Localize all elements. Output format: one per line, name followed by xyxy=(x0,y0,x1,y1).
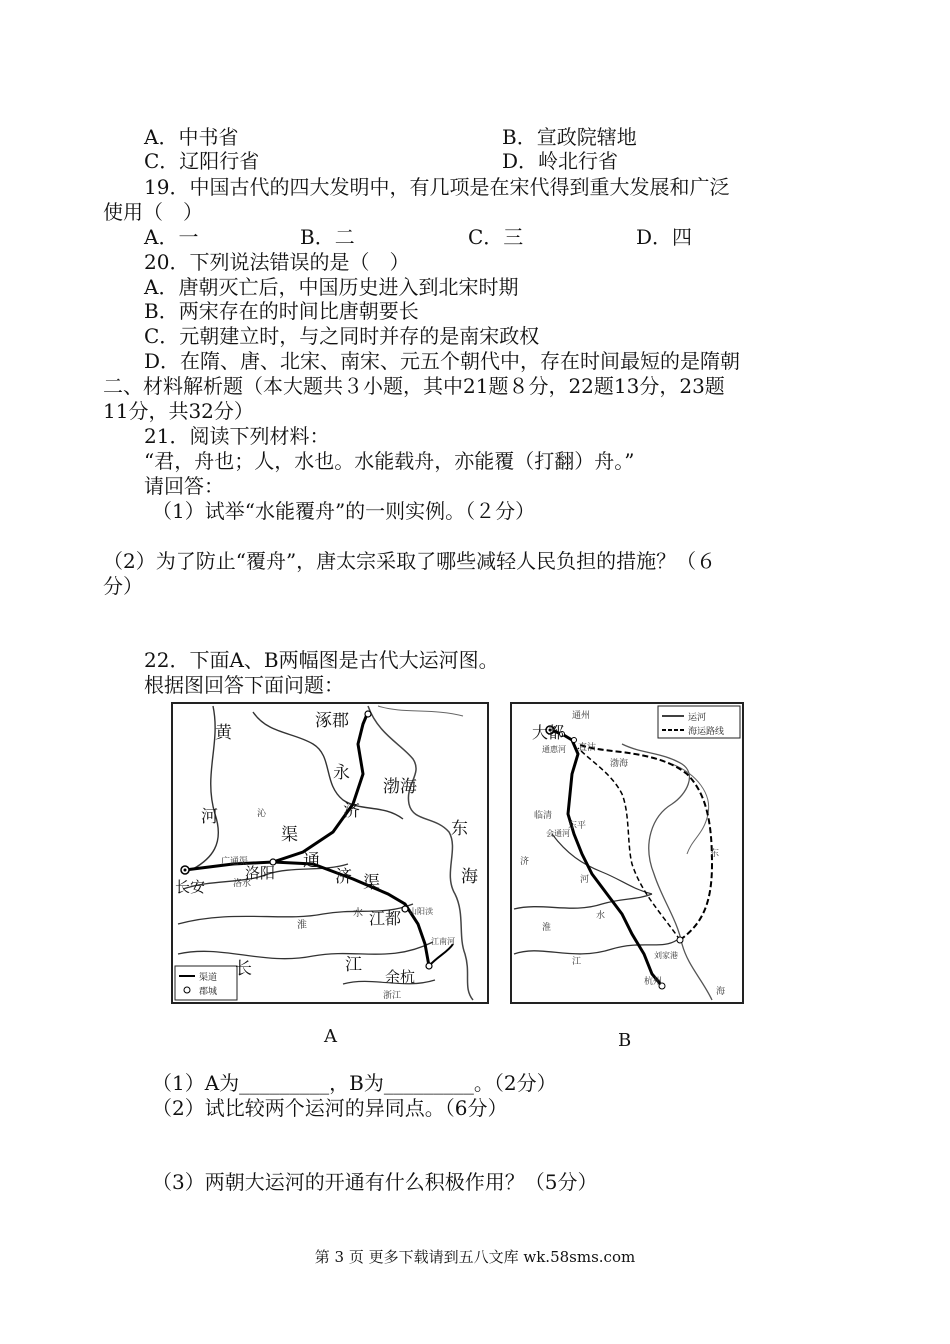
svg-text:运河: 运河 xyxy=(688,713,707,723)
svg-text:江南河: 江南河 xyxy=(431,937,455,946)
svg-text:河: 河 xyxy=(201,807,218,827)
q22-part2: （2）试比较两个运河的异同点。（6分） xyxy=(152,1096,508,1120)
svg-text:渤海: 渤海 xyxy=(383,777,417,797)
q19-stem: 19．中国古代的四大发明中，有几项是在宋代得到重大发展和广泛 xyxy=(144,175,730,199)
section2-heading: 二、材料解析题（本大题共３小题，其中21题８分，22题13分，23题 xyxy=(103,374,725,398)
page-footer: 第 3 页 更多下载请到五八文库 wk.58sms.com xyxy=(314,1248,636,1266)
q21-ask: 请回答： xyxy=(144,474,224,498)
svg-text:浙江: 浙江 xyxy=(383,991,402,1001)
q21-quote: “君，舟也；人，水也。水能载舟，亦能覆（打翻）舟。” xyxy=(144,449,635,473)
svg-text:海运路线: 海运路线 xyxy=(688,727,725,737)
svg-text:淮: 淮 xyxy=(542,923,552,933)
svg-text:临清: 临清 xyxy=(534,811,553,821)
svg-text:涿郡: 涿郡 xyxy=(315,711,349,731)
map-a-drawing xyxy=(173,704,487,1002)
svg-text:长安: 长安 xyxy=(175,878,206,896)
svg-text:江: 江 xyxy=(572,957,582,967)
q22-ask: 根据图回答下面问题： xyxy=(144,673,344,697)
q22-stem: 22．下面A、B两幅图是古代大运河图。 xyxy=(144,648,499,672)
q19-option-b: B．二 xyxy=(300,225,355,249)
svg-text:永: 永 xyxy=(333,763,350,783)
q18-option-b: B．宣政院辖地 xyxy=(502,125,637,149)
svg-text:杭州: 杭州 xyxy=(644,977,663,987)
svg-text:通: 通 xyxy=(303,851,320,871)
svg-text:水: 水 xyxy=(353,908,363,919)
svg-text:余杭: 余杭 xyxy=(385,968,416,986)
q19-option-a: A．一 xyxy=(144,225,199,249)
q21-stem: 21．阅读下列材料： xyxy=(144,424,330,448)
svg-text:渠道: 渠道 xyxy=(199,973,218,983)
svg-text:东平: 东平 xyxy=(568,821,587,831)
svg-text:洛阳: 洛阳 xyxy=(245,864,276,882)
q20-option-d: D．在隋、唐、北宋、南宋、元五个朝代中，存在时间最短的是隋朝 xyxy=(144,349,741,373)
q18-option-c: C．辽阳行省 xyxy=(144,149,260,173)
map-a-caption: A xyxy=(324,1026,337,1047)
svg-text:通惠河: 通惠河 xyxy=(542,745,566,754)
svg-text:渠: 渠 xyxy=(363,873,380,893)
svg-text:刘家港: 刘家港 xyxy=(654,951,678,960)
q22-part3: （3）两朝大运河的开通有什么积极作用？（5分） xyxy=(152,1170,598,1194)
q18-option-a: A．中书省 xyxy=(144,125,239,149)
svg-text:江都: 江都 xyxy=(369,909,402,928)
grand-canal-map-a xyxy=(171,702,489,1004)
svg-text:广通渠: 广通渠 xyxy=(221,857,249,867)
svg-text:直沽: 直沽 xyxy=(578,743,597,753)
q21-part2-cont: 分） xyxy=(103,574,143,598)
svg-text:江: 江 xyxy=(345,955,362,975)
svg-text:东: 东 xyxy=(451,819,468,839)
map-b-caption: B xyxy=(618,1030,632,1051)
svg-text:会通河: 会通河 xyxy=(546,829,570,838)
q21-part1: （1）试举“水能覆舟”的一则实例。（２分） xyxy=(152,499,536,523)
q19-option-c: C．三 xyxy=(468,225,524,249)
q22-part1: （1）A为_________，B为_________。（2分） xyxy=(152,1071,557,1095)
svg-text:济: 济 xyxy=(335,867,352,887)
map-b-drawing xyxy=(512,704,742,1002)
grand-canal-map-b xyxy=(510,702,744,1004)
svg-text:淮: 淮 xyxy=(297,920,307,931)
q20-option-c: C．元朝建立时，与之同时并存的是南宋政权 xyxy=(144,324,540,348)
svg-text:郡城: 郡城 xyxy=(199,987,218,997)
section2-heading-cont: 11分，共32分） xyxy=(103,399,254,423)
svg-text:渤海: 渤海 xyxy=(610,759,629,769)
q18-option-d: D．岭北行省 xyxy=(502,149,619,173)
q20-option-a: A．唐朝灭亡后，中国历史进入到北宋时期 xyxy=(144,275,519,299)
svg-text:洛水: 洛水 xyxy=(233,879,252,889)
svg-text:河: 河 xyxy=(580,875,590,885)
svg-text:长: 长 xyxy=(235,959,252,979)
svg-text:东: 东 xyxy=(710,849,720,859)
svg-text:渠: 渠 xyxy=(281,825,298,845)
svg-text:沁: 沁 xyxy=(257,809,267,819)
svg-text:济: 济 xyxy=(520,857,530,867)
svg-text:大都: 大都 xyxy=(532,723,565,742)
svg-text:海: 海 xyxy=(716,987,726,997)
q19-stem-cont: 使用（ ） xyxy=(103,200,203,224)
svg-text:济: 济 xyxy=(343,801,360,821)
q21-part2: （2）为了防止“覆舟”，唐太宗采取了哪些减轻人民负担的措施？（６ xyxy=(103,549,717,573)
svg-text:海: 海 xyxy=(461,867,478,887)
q20-option-b: B．两宋存在的时间比唐朝要长 xyxy=(144,299,419,323)
svg-text:山阳渎: 山阳渎 xyxy=(409,907,433,916)
q20-stem: 20．下列说法错误的是（ ） xyxy=(144,250,410,274)
svg-text:水: 水 xyxy=(596,911,606,921)
q19-option-d: D．四 xyxy=(636,225,693,249)
svg-text:黄: 黄 xyxy=(215,723,232,743)
svg-text:通州: 通州 xyxy=(572,711,591,721)
